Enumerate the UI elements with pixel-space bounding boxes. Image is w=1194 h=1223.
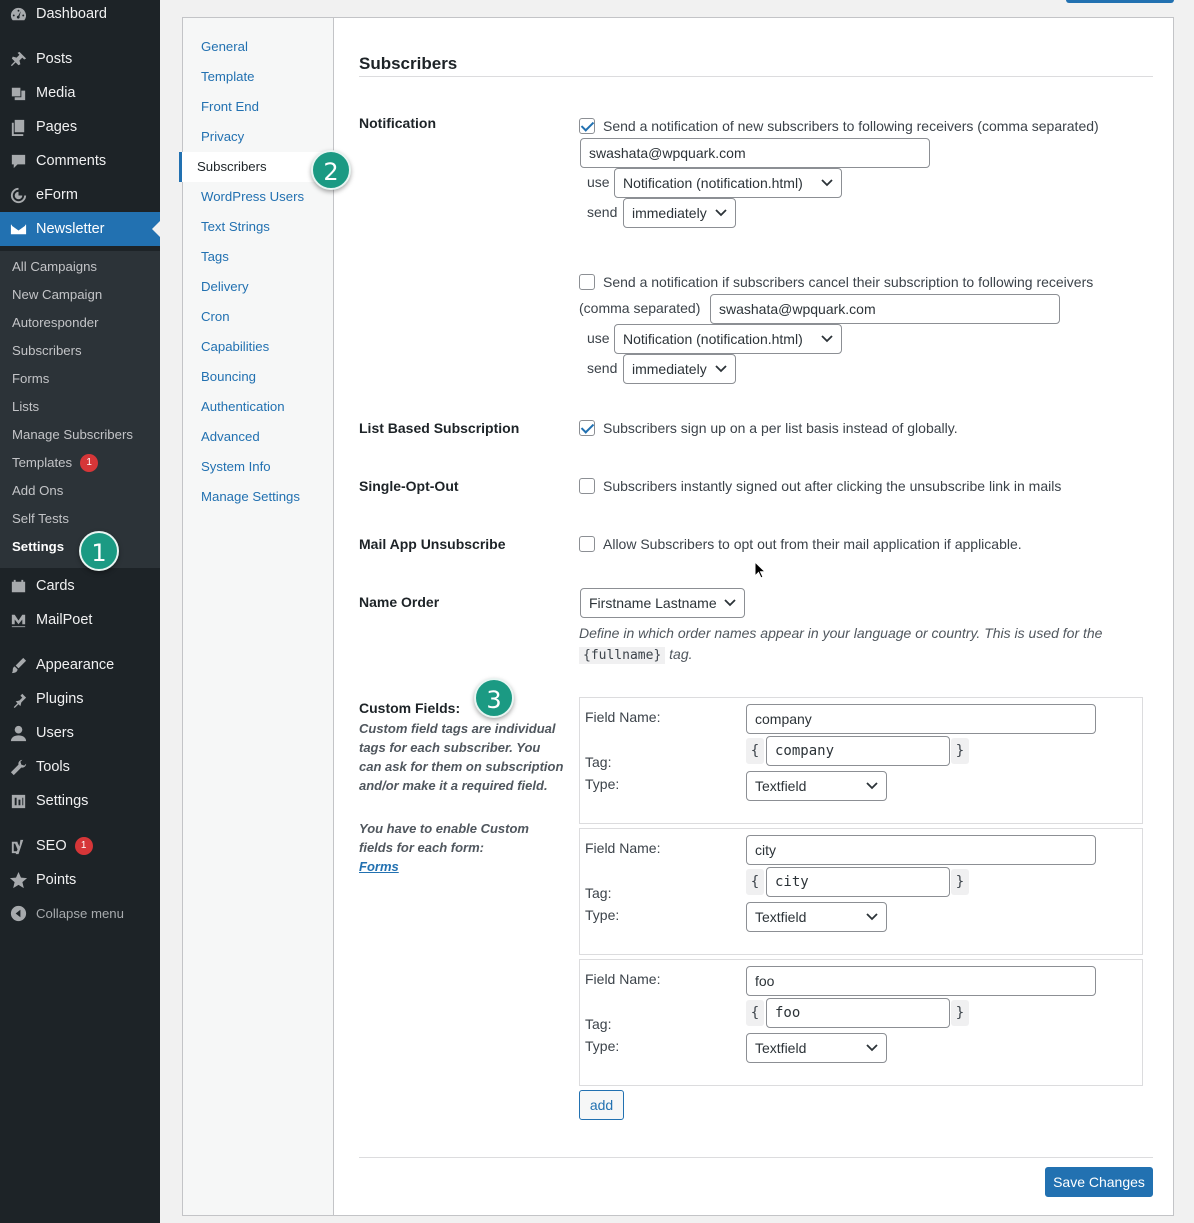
- custom-fields-description: Custom field tags are individual tags for each subscriber. You can ask for them on subscription and/or make it a required field.: [359, 721, 564, 793]
- notify-new-checkbox[interactable]: [579, 118, 595, 134]
- mouse-cursor-icon: [754, 561, 766, 579]
- open-brace: {: [746, 738, 764, 764]
- star-icon: [0, 871, 36, 890]
- mail-app-unsubscribe-checkbox[interactable]: [579, 536, 595, 552]
- newsletter-submenu: [0, 251, 160, 568]
- collapse-menu-button[interactable]: Collapse menu: [0, 896, 160, 930]
- notify-cancel-send-select[interactable]: immediately: [623, 354, 736, 384]
- tab-tags[interactable]: Tags: [201, 249, 229, 264]
- list-based-text: Subscribers sign up on a per list basis instead of globally.: [603, 420, 958, 436]
- media-icon: [0, 84, 36, 103]
- section-divider: [359, 76, 1153, 77]
- field-name-label: Field Name:: [585, 840, 661, 856]
- custom-field-name-input[interactable]: foo: [746, 966, 1096, 996]
- menu-item-mailpoet[interactable]: MailPoet: [0, 603, 160, 637]
- tab-front-end[interactable]: Front End: [201, 99, 259, 114]
- single-opt-out-checkbox[interactable]: [579, 478, 595, 494]
- list-based-label: List Based Subscription: [359, 420, 520, 436]
- menu-item-eform[interactable]: eForm: [0, 178, 160, 212]
- menu-item-dashboard[interactable]: Dashboard: [0, 0, 160, 31]
- notify-cancel-template-select[interactable]: Notification (notification.html): [614, 324, 842, 354]
- name-order-select[interactable]: Firstname Lastname: [580, 588, 745, 618]
- submenu-item-templates[interactable]: Templates 1: [12, 453, 98, 473]
- menu-item-tools[interactable]: Tools: [0, 750, 160, 784]
- top-primary-button-edge[interactable]: [1066, 0, 1174, 3]
- tag-label: Tag:: [585, 885, 612, 901]
- admin-sidebar: [0, 0, 160, 1223]
- mailpoet-icon: [0, 611, 36, 630]
- custom-field-type-select[interactable]: Textfield: [746, 771, 887, 801]
- notify-cancel-checkbox[interactable]: [579, 274, 595, 290]
- menu-item-cards[interactable]: Cards: [0, 569, 160, 603]
- menu-item-pages[interactable]: Pages: [0, 110, 160, 144]
- tab-bouncing[interactable]: Bouncing: [201, 369, 256, 384]
- tab-delivery[interactable]: Delivery: [201, 279, 249, 294]
- notify-new-template-select[interactable]: Notification (notification.html): [614, 168, 842, 198]
- notify-new-send-select[interactable]: immediately: [623, 198, 736, 228]
- step-marker-1: 1: [79, 531, 119, 571]
- tab-subscribers[interactable]: Subscribers: [179, 152, 335, 182]
- submenu-item-autoresponder[interactable]: Autoresponder: [12, 315, 99, 330]
- settings-icon: [0, 792, 36, 811]
- menu-item-plugins[interactable]: Plugins: [0, 682, 160, 716]
- notification-label: Notification: [359, 115, 436, 131]
- submenu-item-subscribers[interactable]: Subscribers: [12, 343, 82, 358]
- tab-system-info[interactable]: System Info: [201, 459, 271, 474]
- submenu-item-add-ons[interactable]: Add Ons: [12, 483, 64, 498]
- custom-field-tag-input[interactable]: foo: [766, 998, 950, 1028]
- custom-field-name-input[interactable]: city: [746, 835, 1096, 865]
- tag-label: Tag:: [585, 754, 612, 770]
- field-name-label: Field Name:: [585, 971, 661, 987]
- fullname-tag: {fullname}: [579, 647, 665, 664]
- open-brace: {: [746, 869, 764, 895]
- submenu-item-all-campaigns[interactable]: All Campaigns: [12, 259, 98, 274]
- envelope-icon: [0, 220, 36, 239]
- wrench-icon: [0, 758, 36, 777]
- chevron-down-icon: [724, 598, 736, 608]
- custom-field-tag-input[interactable]: company: [766, 736, 950, 766]
- chevron-down-icon: [866, 912, 878, 922]
- brush-icon: [0, 656, 36, 675]
- menu-item-settings[interactable]: Settings: [0, 784, 160, 818]
- footer-divider: [359, 1157, 1153, 1158]
- tab-manage-settings[interactable]: Manage Settings: [201, 489, 300, 504]
- close-brace: }: [951, 869, 969, 895]
- collapse-icon: [0, 904, 36, 923]
- tab-authentication[interactable]: Authentication: [201, 399, 285, 414]
- custom-fields-label: Custom Fields:: [359, 700, 461, 716]
- list-based-checkbox[interactable]: [579, 420, 595, 436]
- tab-general[interactable]: General: [201, 39, 248, 54]
- comments-icon: [0, 152, 36, 171]
- tab-advanced[interactable]: Advanced: [201, 429, 260, 444]
- menu-item-users[interactable]: Users: [0, 716, 160, 750]
- eform-icon: [0, 186, 36, 205]
- dashboard-icon: [0, 5, 36, 24]
- chevron-down-icon: [866, 781, 878, 791]
- custom-fields-form-note: You have to enable Custom fields for each form: Forms: [359, 821, 529, 874]
- single-opt-out-label: Single-Opt-Out: [359, 478, 459, 494]
- custom-field-type-select[interactable]: Textfield: [746, 1033, 887, 1063]
- type-label: Type:: [585, 907, 620, 923]
- custom-field-name-input[interactable]: company: [746, 704, 1096, 734]
- chevron-down-icon: [715, 364, 727, 374]
- tab-template[interactable]: Template: [201, 69, 255, 84]
- tag-label: Tag:: [585, 1016, 612, 1032]
- notify-cancel-text: Send a notification if subscribers cancel their subscription to following receivers: [603, 274, 1094, 290]
- submenu-item-settings[interactable]: Settings: [12, 539, 65, 554]
- user-icon: [0, 724, 36, 743]
- close-brace: }: [951, 1000, 969, 1026]
- use-label: use: [587, 330, 610, 346]
- pages-icon: [0, 118, 36, 137]
- chevron-down-icon: [866, 1043, 878, 1053]
- type-label: Type:: [585, 1038, 620, 1054]
- submenu-item-new-campaign[interactable]: New Campaign: [12, 287, 103, 302]
- menu-item-newsletter[interactable]: Newsletter: [0, 212, 160, 246]
- single-opt-out-text: Subscribers instantly signed out after clicking the unsubscribe link in mails: [603, 478, 1062, 494]
- notify-new-text: Send a notification of new subscribers to following receivers (comma separated): [603, 118, 1099, 134]
- tab-cron[interactable]: Cron: [201, 309, 230, 324]
- submenu-item-manage-subscribers[interactable]: Manage Subscribers: [12, 427, 133, 442]
- submenu-item-self-tests[interactable]: Self Tests: [12, 511, 69, 526]
- plugin-icon: [0, 690, 36, 709]
- open-brace: {: [746, 1000, 764, 1026]
- mail-app-unsubscribe-label: Mail App Unsubscribe: [359, 536, 506, 552]
- use-label: use: [587, 174, 610, 190]
- chevron-down-icon: [821, 334, 833, 344]
- chevron-down-icon: [821, 178, 833, 188]
- menu-item-media[interactable]: Media: [0, 76, 160, 110]
- menu-item-points[interactable]: Points: [0, 863, 160, 897]
- send-label: send: [587, 360, 618, 376]
- close-brace: }: [951, 738, 969, 764]
- mail-app-unsubscribe-text: Allow Subscribers to opt out from their mail application if applicable.: [603, 536, 1022, 552]
- notify-new-email-input[interactable]: swashata@wpquark.com: [580, 138, 930, 168]
- step-marker-3: 3: [474, 678, 514, 718]
- custom-field-tag-input[interactable]: city: [766, 867, 950, 897]
- templates-count-badge: 1: [80, 454, 98, 472]
- step-marker-2: 2: [311, 150, 351, 190]
- forms-link[interactable]: Forms: [359, 859, 399, 874]
- tab-privacy[interactable]: Privacy: [201, 129, 245, 144]
- field-name-label: Field Name:: [585, 709, 661, 725]
- type-label: Type:: [585, 776, 620, 792]
- notify-cancel-email-input[interactable]: swashata@wpquark.com: [710, 294, 1060, 324]
- name-order-label: Name Order: [359, 594, 440, 610]
- send-label: send: [587, 204, 618, 220]
- tab-text-strings[interactable]: Text Strings: [201, 219, 270, 234]
- add-custom-field-button[interactable]: add: [579, 1090, 624, 1120]
- seo-icon: [0, 837, 36, 856]
- chevron-down-icon: [715, 208, 727, 218]
- section-title: Subscribers: [359, 54, 458, 73]
- pin-icon: [0, 50, 36, 69]
- menu-item-posts[interactable]: Posts: [0, 42, 160, 76]
- cards-icon: [0, 577, 36, 596]
- seo-count-badge: 1: [75, 837, 93, 855]
- tab-capabilities[interactable]: Capabilities: [201, 339, 270, 354]
- custom-field-type-select[interactable]: Textfield: [746, 902, 887, 932]
- save-changes-button[interactable]: Save Changes: [1045, 1167, 1153, 1197]
- notify-cancel-text-continued: (comma separated): [579, 300, 701, 316]
- menu-item-appearance[interactable]: Appearance: [0, 648, 160, 682]
- menu-item-comments[interactable]: Comments: [0, 144, 160, 178]
- submenu-item-lists[interactable]: Lists: [12, 399, 40, 414]
- name-order-description: Define in which order names appear in your language or country. This is used for the {fullname} tag.: [579, 625, 1103, 663]
- tab-wordpress-users[interactable]: WordPress Users: [201, 189, 305, 204]
- submenu-item-forms[interactable]: Forms: [12, 371, 50, 386]
- menu-item-seo[interactable]: SEO 1: [0, 829, 160, 863]
- settings-tab-nav: [183, 18, 334, 1215]
